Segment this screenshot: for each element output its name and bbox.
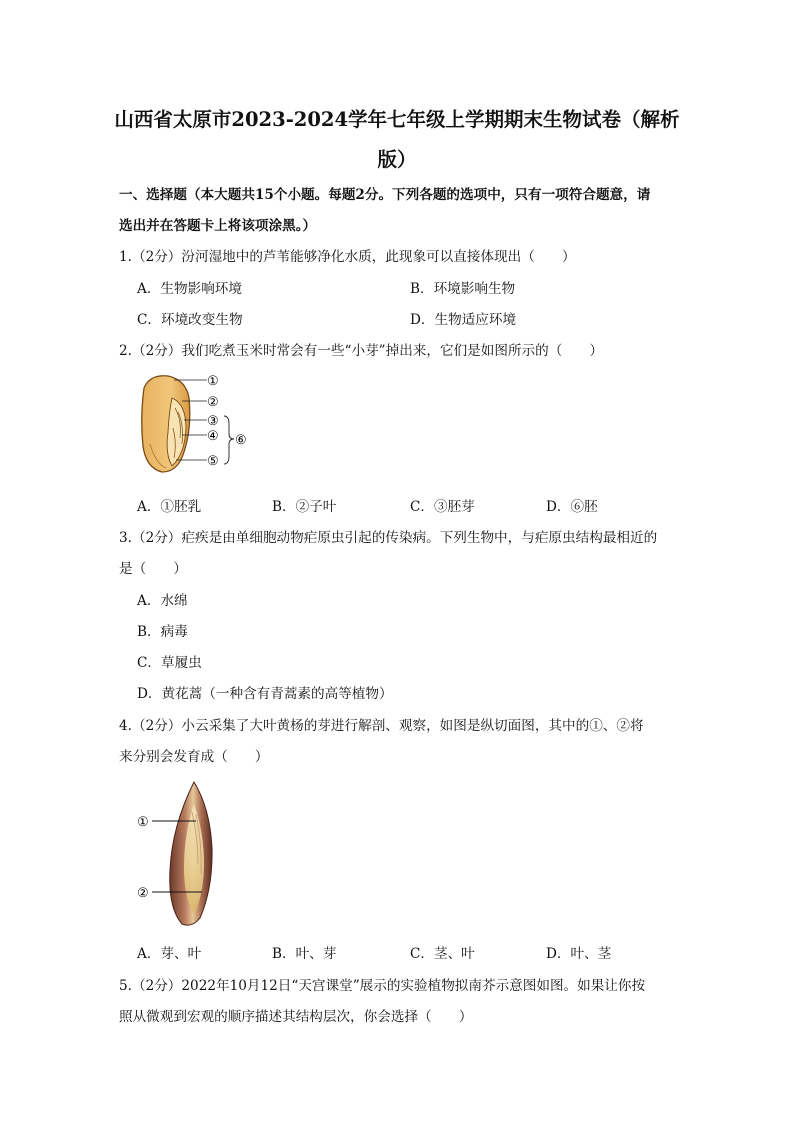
question-4-stem-line-2: 来分别会发育成（ ） — [119, 749, 269, 765]
question-3-option-c[interactable]: C．草履虫 — [137, 655, 202, 671]
question-3-stem-line-2: 是（ ） — [119, 561, 187, 577]
question-5-stem-line-1: 5.（2分）2022年10月12日“天宫课堂”展示的实验植物拟南芥示意图如图。如果让你按 — [119, 978, 646, 994]
seed-label-6: ⑥ — [235, 433, 247, 448]
question-4-option-c[interactable]: C．茎、叶 — [410, 946, 475, 962]
question-4-stem-line-1: 4.（2分）小云采集了大叶黄杨的芽进行解剖、观察，如图是纵切面图，其中的①、②将 — [119, 718, 644, 734]
question-4-option-b[interactable]: B．叶、芽 — [272, 946, 337, 962]
question-2-option-c[interactable]: C．③胚芽 — [410, 499, 475, 515]
page-title — [100, 100, 694, 180]
section-header-line-1: 一、选择题（本大题共15个小题。每题2分。下列各题的选项中，只有一项符合题意，请 — [119, 187, 651, 203]
question-3-option-d[interactable]: D．黄花蒿（一种含有青蒿素的高等植物） — [137, 686, 393, 702]
question-1-option-b[interactable]: B．环境影响生物 — [410, 281, 516, 297]
seed-label-3: ③ — [207, 414, 219, 429]
question-4-option-a[interactable]: A．芽、叶 — [137, 946, 202, 962]
bud-section-figure — [134, 778, 234, 930]
question-1-option-c[interactable]: C．环境改变生物 — [137, 312, 243, 328]
question-2-option-d[interactable]: D．⑥胚 — [546, 499, 598, 515]
seed-label-5: ⑤ — [207, 454, 219, 469]
question-4-option-d[interactable]: D．叶、茎 — [546, 946, 612, 962]
question-3-option-a[interactable]: A．水绵 — [137, 593, 188, 609]
question-1-stem: 1.（2分）汾河湿地中的芦苇能够净化水质，此现象可以直接体现出（ ） — [119, 249, 576, 265]
question-5-stem-line-2: 照从微观到宏观的顺序描述其结构层次，你会选择（ ） — [119, 1009, 473, 1025]
question-2-option-b[interactable]: B．②子叶 — [272, 499, 337, 515]
title-line-1: 山西省太原市2023-2024学年七年级上学期期末生物试卷（解析 — [114, 108, 680, 131]
question-1-option-a[interactable]: A．生物影响环境 — [137, 281, 242, 297]
seed-label-1: ① — [207, 374, 219, 389]
seed-label-4: ④ — [207, 429, 219, 444]
bud-label-2: ② — [137, 886, 149, 901]
question-3-stem-line-1: 3.（2分）疟疾是由单细胞动物疟原虫引起的传染病。下列生物中，与疟原虫结构最相近的 — [119, 530, 658, 546]
corn-seed-figure — [132, 368, 262, 483]
question-1-option-d[interactable]: D．生物适应环境 — [410, 312, 517, 328]
seed-label-2: ② — [207, 395, 219, 410]
question-2-option-a[interactable]: A．①胚乳 — [137, 499, 202, 515]
title-line-2: 版） — [377, 148, 417, 171]
question-3-option-b[interactable]: B．病毒 — [137, 624, 188, 640]
question-2-stem: 2.（2分）我们吃煮玉米时常会有一些“小芽”掉出来，它们是如图所示的（ ） — [119, 343, 604, 359]
bud-label-1: ① — [137, 815, 149, 830]
section-header-line-2: 选出并在答题卡上将该项涂黑。） — [119, 218, 317, 234]
